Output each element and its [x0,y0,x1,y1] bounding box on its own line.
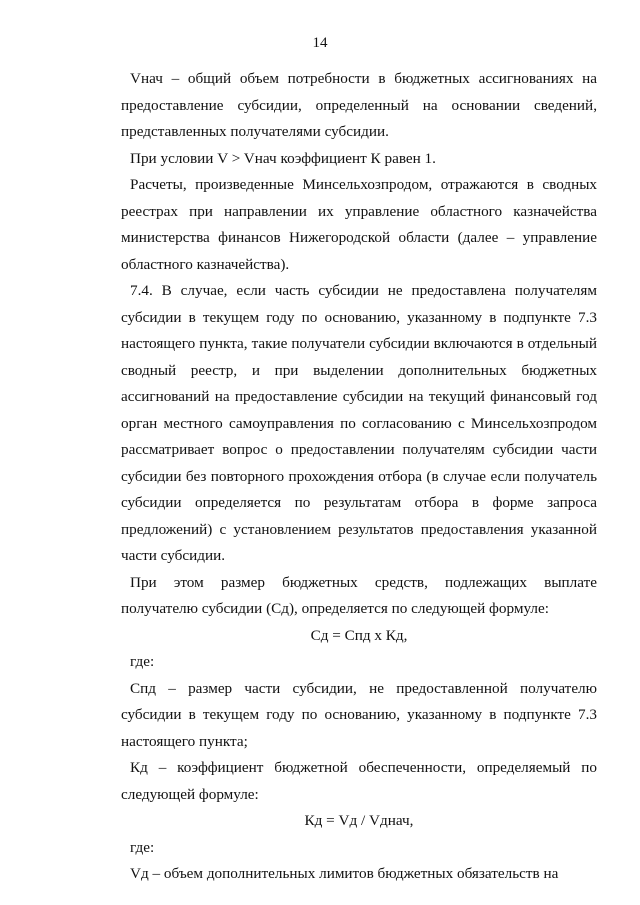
page-number: 14 [312,35,328,51]
paragraph-kd-definition: Кд – коэффициент бюджетной обеспеченности, определяемый по следующей формуле: [121,759,597,803]
paragraph-amount-formula-intro: При этом размер бюджетных средств, подлежащих выплате получателю субсидии (Сд), определяется по следующей формуле: [121,573,597,617]
paragraph-7-4: 7.4. В случае, если часть субсидии не предоставлена получателям субсидии в текущем году по основанию, указанному в подпункте 7.3 настоящего пункта, такие получатели субсидии включаются в отдельный сводный реестр, и при выделении дополнительных бюджетных ассигнований на предоставление субсидии на текущий финансовый год орган местного самоуправления по согласованию с Минсельхозпродом рассматривает вопрос о предоставлении получателям субсидии части субсидии без повторного прохождения отбора (в случае если получатель субсидии определяется по результатам отбора в форме запроса предложений) с установлением результатов предоставления указанной части субсидии. [121,282,597,564]
formula-kd: Кд = Vд / Vднач, [304,812,414,829]
paragraph-spd-definition: Спд – размер части субсидии, не предоставленной получателю субсидии в текущем году по основанию, указанному в подпункте 7.3 настоящего пункта; [121,679,597,750]
paragraph-vd-definition: Vд – объем дополнительных лимитов бюджетных обязательств на [130,865,559,882]
paragraph-vnach-definition: Vнач – общий объем потребности в бюджетных ассигнованиях на предоставление субсидии, определенный на основании сведений, представленных получателями субсидии. [121,70,597,140]
document-body [121,66,597,888]
where-label-1: где: [130,653,155,670]
paragraph-condition-k: При условии V > Vнач коэффициент К равен 1. [130,149,436,167]
where-label-2: где: [130,838,155,856]
paragraph-calculations: Расчеты, произведенные Минсельхозпродом, отражаются в сводных реестрах при направлении их управление областного казначейства министерства финансов Нижегородской области (далее – управление областного казначейства). [121,176,597,273]
formula-sd: Сд = Спд х Кд, [310,626,408,644]
